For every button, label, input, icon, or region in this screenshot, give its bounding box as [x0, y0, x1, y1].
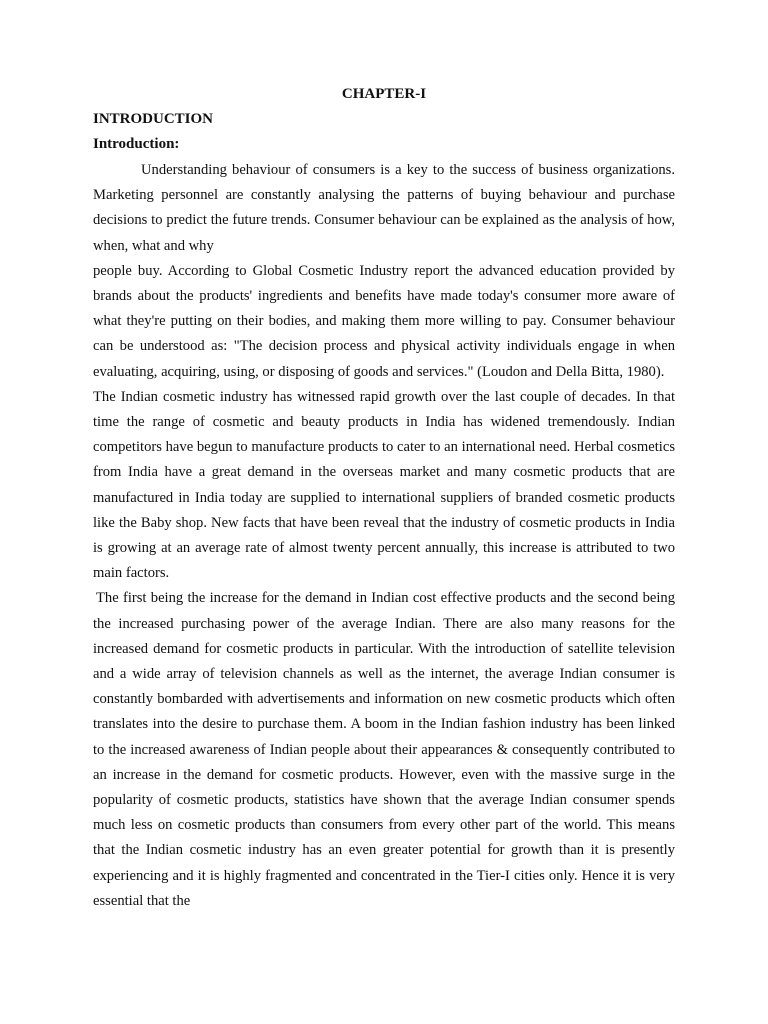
- paragraph-2: people buy. According to Global Cosmetic Industry report the advanced education provided by brands about the products' ingredients and benefits have made today's consumer more aware of what they're putting on their bodies, and making them more willing to pay. Consumer behaviour can be understood as: "The decision process and physical activity individuals engage in when evaluating, acquiring, using, or disposing of goods and services." (Loudon and Della Bitta, 1980).: [93, 262, 675, 380]
- chapter-title: CHAPTER-I: [341, 86, 427, 102]
- paragraph-1: Understanding behaviour of consumers is a key to the success of business organizations. Marketing personnel are constantly analysing the patterns of buying behaviour and purchase decisions to predict the future trends. Consumer behaviour can be explained as the analysis of how, when, what and why: [93, 162, 675, 254]
- body-text: [93, 158, 675, 914]
- section-title: INTRODUCTION: [93, 111, 214, 127]
- subsection-title: Introduction:: [93, 136, 180, 152]
- paragraph-4: The first being the increase for the demand in Indian cost effective products and the second being the increased purchasing power of the average Indian. There are also many reasons for the increased demand for cosmetic products in particular. With the introduction of satellite television and a wide array of television channels as well as the internet, the average Indian consumer is constantly bombarded with advertisements and information on new cosmetic products which often translates into the desire to purchase them. A boom in the Indian fashion industry has been linked to the increased awareness of Indian people about their appearances & consequently contributed to an increase in the demand for cosmetic products. However, even with the massive surge in the popularity of cosmetic products, statistics have shown that the average Indian consumer spends much less on cosmetic products than consumers from every other part of the world. This means that the Indian cosmetic industry has an even greater potential for growth than it is presently experiencing and it is highly fragmented and concentrated in the Tier-I cities only. Hence it is very essential that the: [93, 590, 675, 909]
- paragraph-3: The Indian cosmetic industry has witnessed rapid growth over the last couple of decades. In that time the range of cosmetic and beauty products in India has widened tremendously. Indian competitors have begun to manufacture products to cater to an international need. Herbal cosmetics from India have a great demand in the overseas market and many cosmetic products that are manufactured in India today are supplied to international suppliers of branded cosmetic products like the Baby shop. New facts that have been reveal that the industry of cosmetic products in India is growing at an average rate of almost twenty percent annually, this increase is attributed to two main factors.: [93, 388, 675, 582]
